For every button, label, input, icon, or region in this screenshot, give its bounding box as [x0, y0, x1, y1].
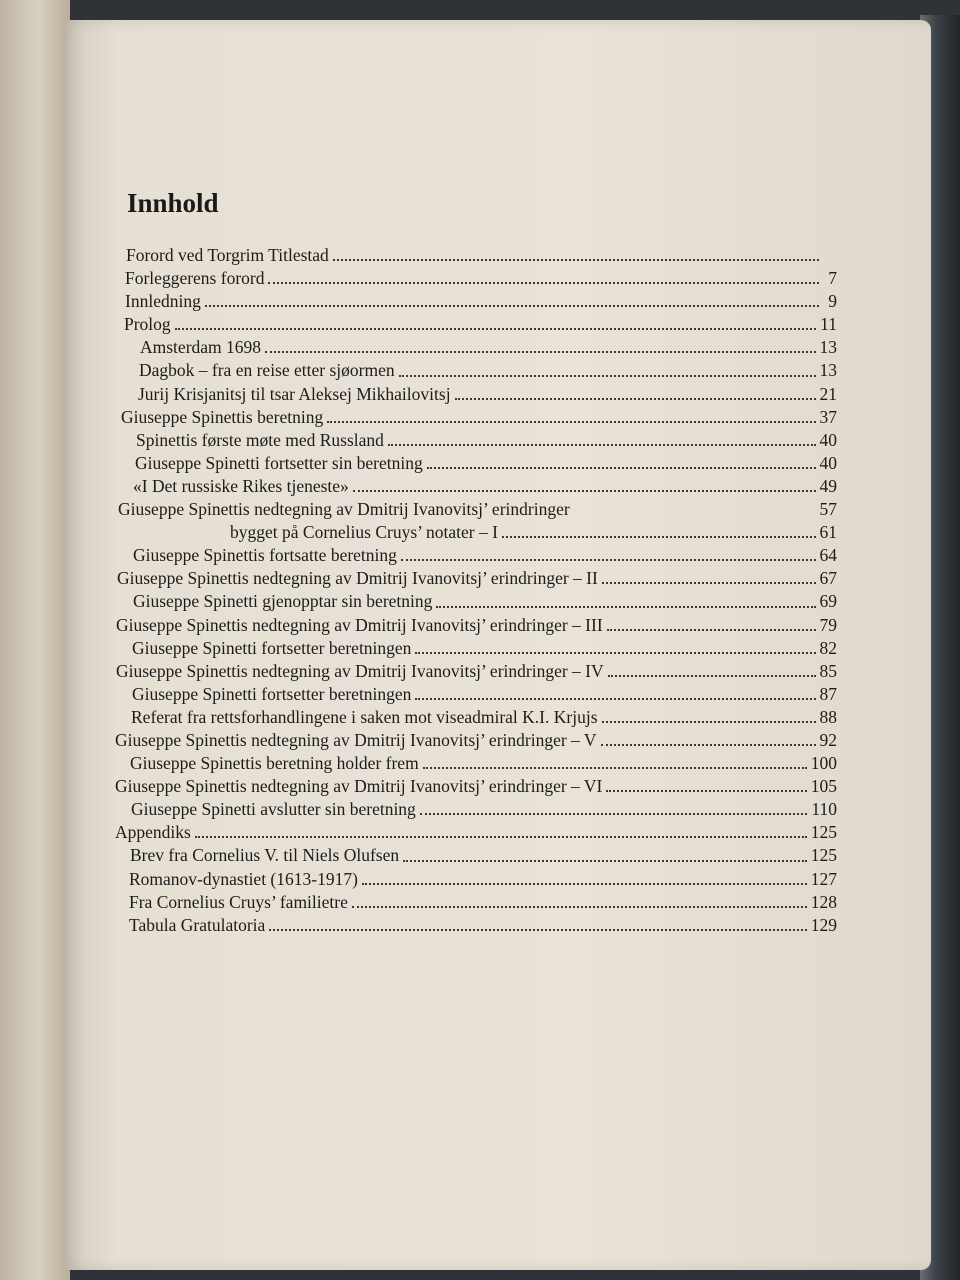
- toc-dot-leader: [195, 836, 807, 838]
- toc-entry-title: Giuseppe Spinettis nedtegning av Dmitrij Ivanovitsj’ erindringer – III: [116, 614, 603, 635]
- toc-entry: [112, 798, 837, 821]
- toc-entry: [112, 359, 837, 382]
- toc-dot-leader: [327, 421, 815, 423]
- toc-entry-page-number: 61: [819, 522, 837, 543]
- toc-entry-page-number: 7: [828, 268, 837, 289]
- toc-dot-leader: [423, 767, 807, 769]
- toc-entry-page-number: 9: [828, 291, 837, 312]
- toc-entry-page-number: 85: [819, 660, 837, 681]
- toc-entry-page-number: 128: [810, 891, 837, 912]
- toc-entry-title: Giuseppe Spinetti gjenopptar sin beretning: [133, 591, 433, 612]
- toc-dot-leader: [602, 582, 816, 584]
- toc-entry-title: Giuseppe Spinetti avslutter sin beretning: [131, 799, 416, 820]
- toc-entry-page-number: 57: [819, 499, 837, 520]
- toc-entry-page-number: 110: [811, 799, 837, 820]
- toc-entry-title: bygget på Cornelius Cruys’ notater – I: [230, 522, 498, 543]
- table-of-contents: [112, 244, 837, 937]
- toc-dot-leader: [353, 490, 816, 492]
- toc-dot-leader: [265, 351, 815, 353]
- toc-dot-leader: [268, 282, 819, 284]
- toc-dot-leader: [333, 259, 819, 261]
- toc-entry: [112, 498, 837, 521]
- toc-dot-leader: [602, 721, 816, 723]
- toc-entry: [112, 475, 837, 498]
- toc-entry: [112, 383, 837, 406]
- toc-entry-page-number: 129: [810, 914, 837, 935]
- toc-entry-page-number: 88: [819, 706, 837, 727]
- toc-dot-leader: [427, 467, 816, 469]
- toc-entry-title: Tabula Gratulatoria: [129, 914, 266, 935]
- left-page-edge: [0, 0, 70, 1280]
- toc-entry: [112, 868, 837, 891]
- toc-entry-page-number: 49: [819, 475, 837, 496]
- toc-entry-title: Forord ved Torgrim Titlestad: [126, 245, 329, 265]
- toc-entry-page-number: 40: [819, 429, 837, 450]
- toc-dot-leader: [601, 744, 816, 746]
- toc-entry: [112, 752, 837, 775]
- toc-entry-page-number: 69: [819, 591, 837, 612]
- toc-entry-title: Giuseppe Spinettis nedtegning av Dmitrij Ivanovitsj’ erindringer – V: [115, 729, 597, 750]
- toc-dot-leader: [175, 328, 816, 330]
- toc-entry: [112, 406, 837, 429]
- toc-entry-page-number: 127: [810, 868, 837, 889]
- toc-entry-page-number: 40: [819, 452, 837, 473]
- page-title: Innhold: [127, 188, 219, 218]
- toc-entry: [112, 567, 837, 590]
- toc-entry-title: Giuseppe Spinetti fortsetter beretningen: [132, 683, 412, 704]
- toc-dot-leader: [401, 559, 816, 561]
- toc-dot-leader: [352, 906, 807, 908]
- toc-entry-title: Giuseppe Spinettis nedtegning av Dmitrij Ivanovitsj’ erindringer – VI: [115, 776, 603, 797]
- toc-entry-page-number: 21: [819, 383, 837, 404]
- toc-dot-leader: [269, 929, 806, 931]
- toc-entry: [112, 891, 837, 914]
- toc-dot-leader: [502, 536, 816, 538]
- toc-entry-title: Spinettis første møte med Russland: [136, 429, 384, 450]
- toc-entry-page-number: 37: [819, 406, 837, 427]
- toc-entry-title: Giuseppe Spinettis nedtegning av Dmitrij Ivanovitsj’ erindringer: [118, 499, 570, 520]
- toc-entry-title: Prolog: [124, 314, 171, 335]
- toc-entry-page-number: 92: [819, 729, 837, 750]
- toc-entry-title: Giuseppe Spinettis beretning: [121, 406, 324, 427]
- toc-entry-page-number: 125: [810, 845, 837, 866]
- toc-entry-title: Referat fra rettsforhandlingene i saken mot viseadmiral K.I. Krjujs: [131, 706, 598, 727]
- toc-dot-leader: [388, 444, 816, 446]
- toc-dot-leader: [415, 652, 815, 654]
- toc-entry-title: Innledning: [125, 291, 201, 312]
- toc-dot-leader: [607, 629, 816, 631]
- toc-entry-page-number: 13: [819, 337, 837, 358]
- toc-entry: [112, 637, 837, 660]
- toc-entry-page-number: 100: [810, 753, 837, 774]
- toc-entry: [112, 590, 837, 613]
- toc-dot-leader: [399, 375, 816, 377]
- toc-entry: [112, 660, 837, 683]
- toc-entry: [112, 244, 837, 267]
- toc-dot-leader: [415, 698, 815, 700]
- toc-entry-title: Giuseppe Spinettis nedtegning av Dmitrij Ivanovitsj’ erindringer – II: [117, 568, 598, 589]
- toc-entry: [112, 521, 837, 544]
- toc-entry-page-number: 11: [820, 314, 837, 335]
- toc-dot-leader: [205, 305, 819, 307]
- toc-entry-title: Giuseppe Spinettis nedtegning av Dmitrij Ivanovitsj’ erindringer – IV: [116, 660, 604, 681]
- toc-dot-leader: [403, 860, 807, 862]
- toc-entry: [112, 313, 837, 336]
- toc-entry-title: Appendiks: [115, 822, 191, 843]
- toc-dot-leader: [362, 883, 807, 885]
- toc-entry: [112, 267, 837, 290]
- toc-entry-title: Brev fra Cornelius V. til Niels Olufsen: [130, 845, 400, 866]
- toc-entry: [112, 821, 837, 844]
- toc-entry-title: Amsterdam 1698: [140, 337, 262, 358]
- toc-entry-page-number: 105: [810, 776, 837, 797]
- toc-entry-title: Jurij Krisjanitsj til tsar Aleksej Mikhailovitsj: [138, 383, 451, 404]
- toc-entry-title: Romanov-dynastiet (1613-1917): [129, 868, 358, 889]
- toc-entry: [112, 844, 837, 867]
- toc-entry-page-number: 125: [810, 822, 837, 843]
- toc-entry-page-number: 79: [819, 614, 837, 635]
- toc-entry: [112, 290, 837, 313]
- toc-entry: [112, 614, 837, 637]
- toc-entry-title: Giuseppe Spinettis beretning holder frem: [130, 753, 419, 774]
- toc-entry: [112, 729, 837, 752]
- toc-entry: [112, 683, 837, 706]
- toc-entry-title: Giuseppe Spinetti fortsetter beretningen: [132, 637, 412, 658]
- toc-entry-title: Dagbok – fra en reise etter sjøormen: [139, 360, 395, 381]
- toc-dot-leader: [436, 606, 815, 608]
- toc-entry-title: Fra Cornelius Cruys’ familietre: [129, 891, 348, 912]
- toc-entry-page-number: 67: [819, 568, 837, 589]
- toc-entry-page-number: 13: [819, 360, 837, 381]
- toc-entry: [112, 914, 837, 937]
- toc-entry-page-number: 64: [819, 545, 837, 566]
- toc-dot-leader: [455, 398, 816, 400]
- toc-entry: [112, 775, 837, 798]
- toc-entry: [112, 336, 837, 359]
- toc-dot-leader: [608, 675, 816, 677]
- toc-entry-title: Forleggerens forord: [125, 268, 265, 289]
- toc-entry-page-number: 87: [819, 683, 837, 704]
- toc-entry-title: Giuseppe Spinettis fortsatte beretning: [133, 545, 397, 566]
- toc-dot-leader: [420, 813, 808, 815]
- toc-entry: [112, 544, 837, 567]
- toc-entry-title: Giuseppe Spinetti fortsetter sin beretning: [135, 452, 423, 473]
- toc-entry-title: «I Det russiske Rikes tjeneste»: [133, 475, 349, 496]
- toc-entry-page-number: 82: [819, 637, 837, 658]
- toc-entry: [112, 706, 837, 729]
- toc-dot-leader: [606, 790, 806, 792]
- toc-entry: [112, 429, 837, 452]
- toc-entry: [112, 452, 837, 475]
